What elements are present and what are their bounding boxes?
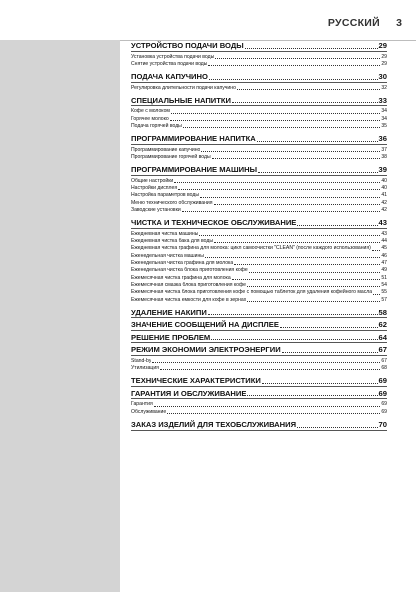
dot-leader: [282, 352, 378, 353]
toc-subentry[interactable]: [131, 61, 387, 68]
toc-page-number: 40: [381, 177, 387, 184]
dot-leader: [247, 286, 380, 287]
toc-title: Ежемесячная чистка блока приготовления кофе с помощью таблеток для удаления кофейного масла: [131, 289, 373, 296]
toc-page-number: 29: [381, 60, 387, 67]
dot-leader: [258, 172, 378, 173]
toc-title: ПРОГРАММИРОВАНИЕ МАШИНЫ: [131, 165, 258, 175]
toc-subentry[interactable]: [131, 358, 387, 365]
dot-leader: [232, 102, 378, 103]
toc-title: Ежедневная чистка бака для воды: [131, 238, 213, 245]
dot-leader: [247, 301, 380, 302]
toc-title: Обслуживание: [131, 408, 167, 415]
toc-page-number: 55: [381, 289, 387, 296]
dot-leader: [297, 225, 377, 226]
toc-page-number: 69: [381, 401, 387, 408]
toc-section[interactable]: [131, 72, 387, 83]
toc-title: Еженедельная чистка блока приготовления кофе: [131, 267, 248, 274]
toc-title: Утилизация: [131, 365, 159, 372]
toc-page-number: 39: [378, 165, 387, 175]
dot-leader: [200, 197, 380, 198]
toc-title: Ежемесячная смазка блока приготовления кофе: [131, 281, 247, 288]
toc-page-number: 69: [378, 388, 387, 398]
toc-title: Ежемесячная чистка графина для молока: [131, 274, 231, 281]
toc-title: УСТРОЙСТВО ПОДАЧИ ВОДЫ: [131, 41, 244, 50]
toc-title: РЕЖИМ ЭКОНОМИИ ЭЛЕКТРОЭНЕРГИИ: [131, 345, 281, 355]
dot-leader: [183, 127, 380, 128]
toc-section[interactable]: [131, 345, 387, 356]
toc-subentry[interactable]: [131, 275, 387, 282]
toc-section[interactable]: [131, 320, 387, 331]
toc-title: Ежедневная чистка графина для молока: цикл самоочистки "CLEAN" (после каждого использования): [131, 245, 371, 252]
dot-leader: [209, 79, 378, 80]
toc-title: Настройки дисплея: [131, 185, 178, 192]
toc-title: Общие настройки: [131, 177, 174, 184]
dot-leader: [152, 362, 380, 363]
toc-page-number: 36: [378, 134, 387, 144]
dot-leader: [297, 427, 377, 428]
toc-page-number: 29: [378, 41, 387, 50]
toc-page-number: 47: [381, 260, 387, 267]
sidebar-panel: [0, 40, 120, 592]
toc-subentry[interactable]: [131, 54, 387, 61]
toc-page-number: 68: [381, 365, 387, 372]
dot-leader: [262, 383, 378, 384]
toc-subentry[interactable]: [131, 238, 387, 245]
toc-section[interactable]: [131, 308, 387, 319]
toc-section[interactable]: [131, 134, 387, 145]
toc-section[interactable]: [131, 420, 387, 431]
toc-title: ТЕХНИЧЕСКИЕ ХАРАКТЕРИСТИКИ: [131, 376, 261, 386]
toc-page-number: 34: [381, 115, 387, 122]
toc-page-number: 38: [381, 154, 387, 161]
dot-leader: [373, 294, 380, 295]
toc-page-number: 69: [381, 408, 387, 415]
dot-leader: [372, 250, 380, 251]
toc-title: Еженедельная чистка графина для молока: [131, 260, 234, 267]
toc-page-number: 35: [381, 122, 387, 129]
dot-leader: [212, 158, 381, 159]
toc-page-number: 67: [378, 345, 387, 355]
toc-title: Снятие устройства подачи воды: [131, 60, 208, 67]
toc-section[interactable]: [131, 96, 387, 107]
toc-title: Настройка параметров воды: [131, 192, 200, 199]
dot-leader: [171, 113, 380, 114]
page-number: 3: [396, 17, 402, 29]
toc-subentry[interactable]: [131, 401, 387, 408]
toc-title: Подача горячей воды: [131, 122, 182, 129]
toc-section[interactable]: [131, 389, 387, 400]
toc-page-number: 54: [381, 281, 387, 288]
toc-subentry[interactable]: [131, 116, 387, 123]
toc-title: ГАРАНТИЯ И ОБСЛУЖИВАНИЕ: [131, 388, 247, 398]
toc-subentry[interactable]: [131, 260, 387, 267]
toc-page-number: 57: [381, 296, 387, 303]
dot-leader: [247, 395, 377, 396]
toc-title: Stand-by: [131, 357, 152, 364]
toc-subentry[interactable]: [131, 245, 387, 252]
dot-leader: [199, 235, 380, 236]
toc-subentry[interactable]: [131, 253, 387, 260]
toc-page-number: 64: [378, 332, 387, 342]
toc-subentry[interactable]: [131, 85, 387, 92]
dot-leader: [182, 211, 381, 212]
toc-title: СПЕЦИАЛЬНЫЕ НАПИТКИ: [131, 95, 231, 105]
toc-page-number: 62: [378, 320, 387, 330]
toc-title: Еженедельная чистка машины: [131, 252, 204, 259]
toc-title: Горячее молоко: [131, 115, 169, 122]
toc-page-number: 42: [381, 207, 387, 214]
toc-page-number: 32: [381, 84, 387, 91]
dot-leader: [170, 120, 381, 121]
toc-title: Ежедневная чистка машины: [131, 230, 199, 237]
toc-page-number: 34: [381, 108, 387, 115]
dot-leader: [215, 58, 380, 59]
toc-page-number: 58: [378, 307, 387, 317]
toc-page-number: 43: [381, 230, 387, 237]
toc-subentry[interactable]: [131, 178, 387, 185]
toc-title: Гарантия: [131, 401, 153, 408]
dot-leader: [249, 272, 381, 273]
toc-subentry[interactable]: [131, 289, 387, 296]
toc-page-number: 51: [381, 274, 387, 281]
toc-title: Ежемесячная чистка емкости для кофе в зернах: [131, 296, 247, 303]
dot-leader: [167, 413, 380, 414]
toc-title: Программирование капучино: [131, 146, 201, 153]
toc-page-number: 43: [378, 218, 387, 228]
toc-title: Установка устройства подачи воды: [131, 53, 215, 60]
toc-title: ПОДАЧА КАПУЧИНО: [131, 72, 208, 82]
language-label: РУССКИЙ: [327, 17, 380, 29]
toc-subentry[interactable]: [131, 409, 387, 416]
toc-section[interactable]: [131, 165, 387, 176]
dot-leader: [208, 65, 380, 66]
toc-page-number: 42: [381, 199, 387, 206]
toc-title: ЗАКАЗ ИЗДЕЛИЙ ДЛЯ ТЕХОБСЛУЖИВАНИЯ: [131, 420, 297, 430]
dot-leader: [214, 242, 380, 243]
toc-page-number: 40: [381, 185, 387, 192]
toc-subentry[interactable]: [131, 282, 387, 289]
toc-title: ЗНАЧЕНИЕ СООБЩЕНИЙ НА ДИСПЛЕЕ: [131, 320, 279, 330]
toc-title: УДАЛЕНИЕ НАКИПИ: [131, 307, 207, 317]
toc-subentry[interactable]: [131, 123, 387, 130]
dot-leader: [205, 257, 380, 258]
toc-subentry[interactable]: [131, 192, 387, 199]
dot-leader: [237, 89, 380, 90]
toc-page-number: 29: [381, 53, 387, 60]
toc-subentry[interactable]: [131, 108, 387, 115]
dot-leader: [280, 327, 378, 328]
dot-leader: [201, 151, 380, 152]
toc-title: Заводские установки: [131, 207, 181, 214]
toc-subentry[interactable]: [131, 154, 387, 161]
toc-page-number: 67: [381, 357, 387, 364]
dot-leader: [234, 264, 380, 265]
toc-subentry[interactable]: [131, 185, 387, 192]
dot-leader: [160, 369, 380, 370]
toc-section[interactable]: [131, 333, 387, 344]
dot-leader: [154, 406, 381, 407]
toc-subentry[interactable]: [131, 297, 387, 304]
toc-title: Регулировка длительности подачи капучино: [131, 84, 236, 91]
toc-page-number: 44: [381, 238, 387, 245]
dot-leader: [232, 279, 381, 280]
dot-leader: [257, 141, 378, 142]
toc-title: ПРОГРАММИРОВАНИЕ НАПИТКА: [131, 134, 256, 144]
toc-title: Кофе с молоком: [131, 108, 170, 115]
toc-page-number: 70: [378, 420, 387, 430]
toc-section[interactable]: [131, 218, 387, 229]
toc-section[interactable]: [131, 41, 387, 52]
toc-subentry[interactable]: [131, 200, 387, 207]
dot-leader: [214, 204, 381, 205]
toc-page-number: 41: [381, 192, 387, 199]
toc-title: РЕШЕНИЕ ПРОБЛЕМ: [131, 332, 211, 342]
dot-leader: [178, 189, 380, 190]
toc-subentry[interactable]: [131, 207, 387, 214]
toc-page-number: 45: [381, 245, 387, 252]
toc-title: Меню технического обслуживания: [131, 199, 213, 206]
toc-page-number: 30: [378, 72, 387, 82]
toc-page-number: 46: [381, 252, 387, 259]
toc-page-number: 33: [378, 95, 387, 105]
toc-section[interactable]: [131, 376, 387, 387]
toc-subentry[interactable]: [131, 365, 387, 372]
toc-page-number: 37: [381, 146, 387, 153]
dot-leader: [245, 48, 378, 49]
toc-title: Программирование горячей воды: [131, 154, 211, 161]
dot-leader: [208, 314, 378, 315]
toc-subentry[interactable]: [131, 147, 387, 154]
toc-title: ЧИСТКА И ТЕХНИЧЕСКОЕ ОБСЛУЖИВАНИЕ: [131, 218, 297, 228]
toc-subentry[interactable]: [131, 267, 387, 274]
dot-leader: [211, 339, 377, 340]
toc-page-number: 69: [378, 376, 387, 386]
toc-page-number: 49: [381, 267, 387, 274]
toc-subentry[interactable]: [131, 231, 387, 238]
dot-leader: [174, 182, 380, 183]
table-of-contents: [131, 41, 387, 433]
